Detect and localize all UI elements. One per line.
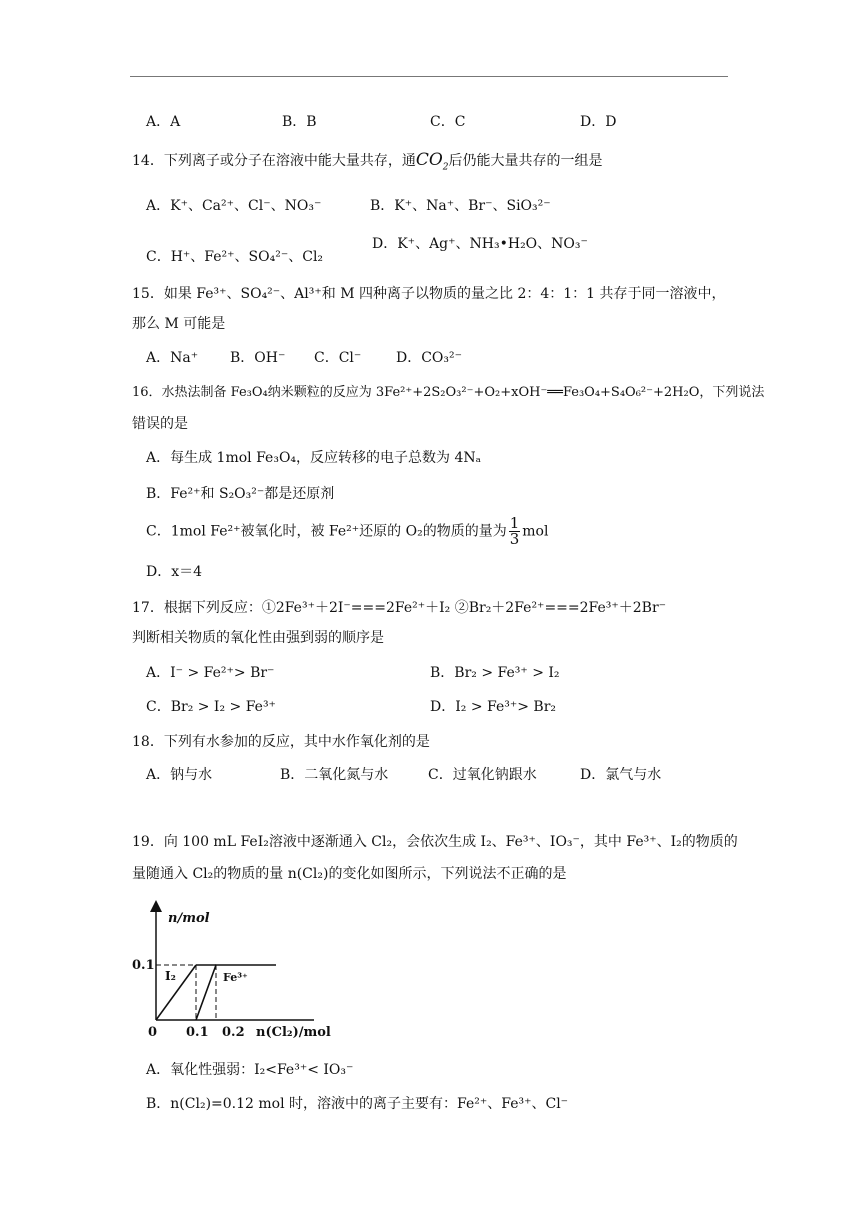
- q16-option-b[interactable]: B．Fe²⁺和 S₂O₃²⁻都是还原剂: [146, 486, 335, 502]
- q16-option-a[interactable]: A．每生成 1mol Fe₃O₄，反应转移的电子总数为 4Nₐ: [146, 450, 482, 466]
- q17-stem-line1: 17．根据下列反应：①2Fe³⁺＋2I⁻===2Fe²⁺＋I₂ ②Br₂＋2Fe²⁺===2Fe³⁺＋2Br⁻: [132, 600, 667, 616]
- q18-option-c[interactable]: C．过氧化钠跟水: [428, 767, 537, 783]
- q17-option-a[interactable]: A．I⁻ > Fe²⁺> Br⁻: [146, 665, 275, 681]
- q17-stem-line2: 判断相关物质的氧化性由强到弱的顺序是: [132, 630, 384, 646]
- q16-stem-line2: 错误的是: [132, 416, 188, 432]
- series-label-fe3: Fe³⁺: [223, 971, 248, 984]
- q18-stem: 18．下列有水参加的反应，其中水作氧化剂的是: [132, 734, 430, 750]
- q17-option-c[interactable]: C．Br₂ > I₂ > Fe³⁺: [146, 699, 276, 715]
- q16-option-c-unit: mol: [522, 523, 549, 540]
- q13-option-b[interactable]: B．B: [282, 114, 317, 130]
- header-rule: [130, 76, 728, 77]
- q19-stem-line1: 19．向 100 mL FeI₂溶液中逐渐通入 Cl₂，会依次生成 I₂、Fe³⁺、IO₃⁻，其中 Fe³⁺、I₂的物质的: [132, 834, 738, 850]
- q15-option-a[interactable]: A．Na⁺: [146, 350, 199, 366]
- q17-option-d[interactable]: D．I₂ > Fe³⁺> Br₂: [430, 699, 557, 715]
- q15-stem-line1: 15．如果 Fe³⁺、SO₄²⁻、Al³⁺和 M 四种离子以物质的量之比 2：4：1：1 共存于同一溶液中，: [132, 286, 726, 302]
- q14-option-a[interactable]: A．K⁺、Ca²⁺、Cl⁻、NO₃⁻: [146, 198, 322, 214]
- q15-stem-line2: 那么 M 可能是: [132, 316, 226, 332]
- q13-option-d[interactable]: D．D: [580, 114, 617, 130]
- q14-co2-formula: [415, 150, 449, 173]
- y-tick-label-0: 0.1: [132, 958, 155, 973]
- q14-stem-before: 14．下列离子或分子在溶液中能大量共存，通: [132, 153, 416, 169]
- q14-stem-after: 后仍能大量共存的一组是: [448, 153, 603, 169]
- q16-option-d[interactable]: D．x＝4: [146, 564, 203, 580]
- q18-option-d[interactable]: D．氯气与水: [580, 767, 662, 783]
- q18-option-a[interactable]: A．钠与水: [146, 767, 213, 783]
- q15-option-d[interactable]: D．CO₃²⁻: [396, 350, 463, 366]
- q16-fraction-num: 1: [509, 514, 520, 532]
- q14-option-d[interactable]: D．K⁺、Ag⁺、NH₃•H₂O、NO₃⁻: [372, 236, 588, 252]
- q17-option-b[interactable]: B．Br₂ > Fe³⁺ > I₂: [430, 665, 560, 681]
- series-label-i2: I₂: [165, 969, 176, 983]
- y-axis-label: n/mol: [168, 911, 210, 926]
- q14-option-b[interactable]: B．K⁺、Na⁺、Br⁻、SiO₃²⁻: [370, 198, 551, 214]
- q16-option-c-text: C．1mol Fe²⁺被氧化时，被 Fe²⁺还原的 O₂的物质的量为: [146, 523, 507, 540]
- q16-stem-line1: 16．水热法制备 Fe₃O₄纳米颗粒的反应为 3Fe²⁺+2S₂O₃²⁻+O₂+xOH⁻══Fe₃O₄+S₄O₆²⁻+2H₂O，下列说法: [132, 385, 765, 400]
- q19-option-a[interactable]: A．氧化性强弱：I₂<Fe³⁺< IO₃⁻: [146, 1062, 354, 1078]
- q16-fraction-den: 3: [509, 530, 520, 548]
- q19-option-b[interactable]: B．n(Cl₂)=0.12 mol 时，溶液中的离子主要有：Fe²⁺、Fe³⁺、Cl⁻: [146, 1096, 569, 1112]
- x-axis-label: n(Cl₂)/mol: [256, 1025, 331, 1040]
- x-tick-label-0: 0: [148, 1025, 158, 1040]
- q14-co2-text: CO: [415, 150, 443, 170]
- q15-option-c[interactable]: C．Cl⁻: [314, 350, 362, 366]
- series-line-i2: [156, 965, 196, 1020]
- q14-stem: [132, 150, 603, 171]
- x-tick-label-1: 0.1: [186, 1025, 209, 1040]
- q16-option-c[interactable]: [146, 516, 548, 547]
- q14-option-c[interactable]: C．H⁺、Fe²⁺、SO₄²⁻、Cl₂: [146, 249, 324, 265]
- q16-fraction: [509, 516, 521, 547]
- q14-co2-sub: 2: [442, 162, 449, 173]
- q19-chart: [128, 898, 348, 1046]
- x-tick-label-2: 0.2: [222, 1025, 245, 1040]
- q13-option-a[interactable]: A．A: [146, 114, 181, 130]
- q19-stem-line2: 量随通入 Cl₂的物质的量 n(Cl₂)的变化如图所示，下列说法不正确的是: [132, 866, 567, 882]
- q18-option-b[interactable]: B．二氧化氮与水: [280, 767, 389, 783]
- q15-option-b[interactable]: B．OH⁻: [230, 350, 286, 366]
- q13-option-c[interactable]: C．C: [430, 114, 466, 130]
